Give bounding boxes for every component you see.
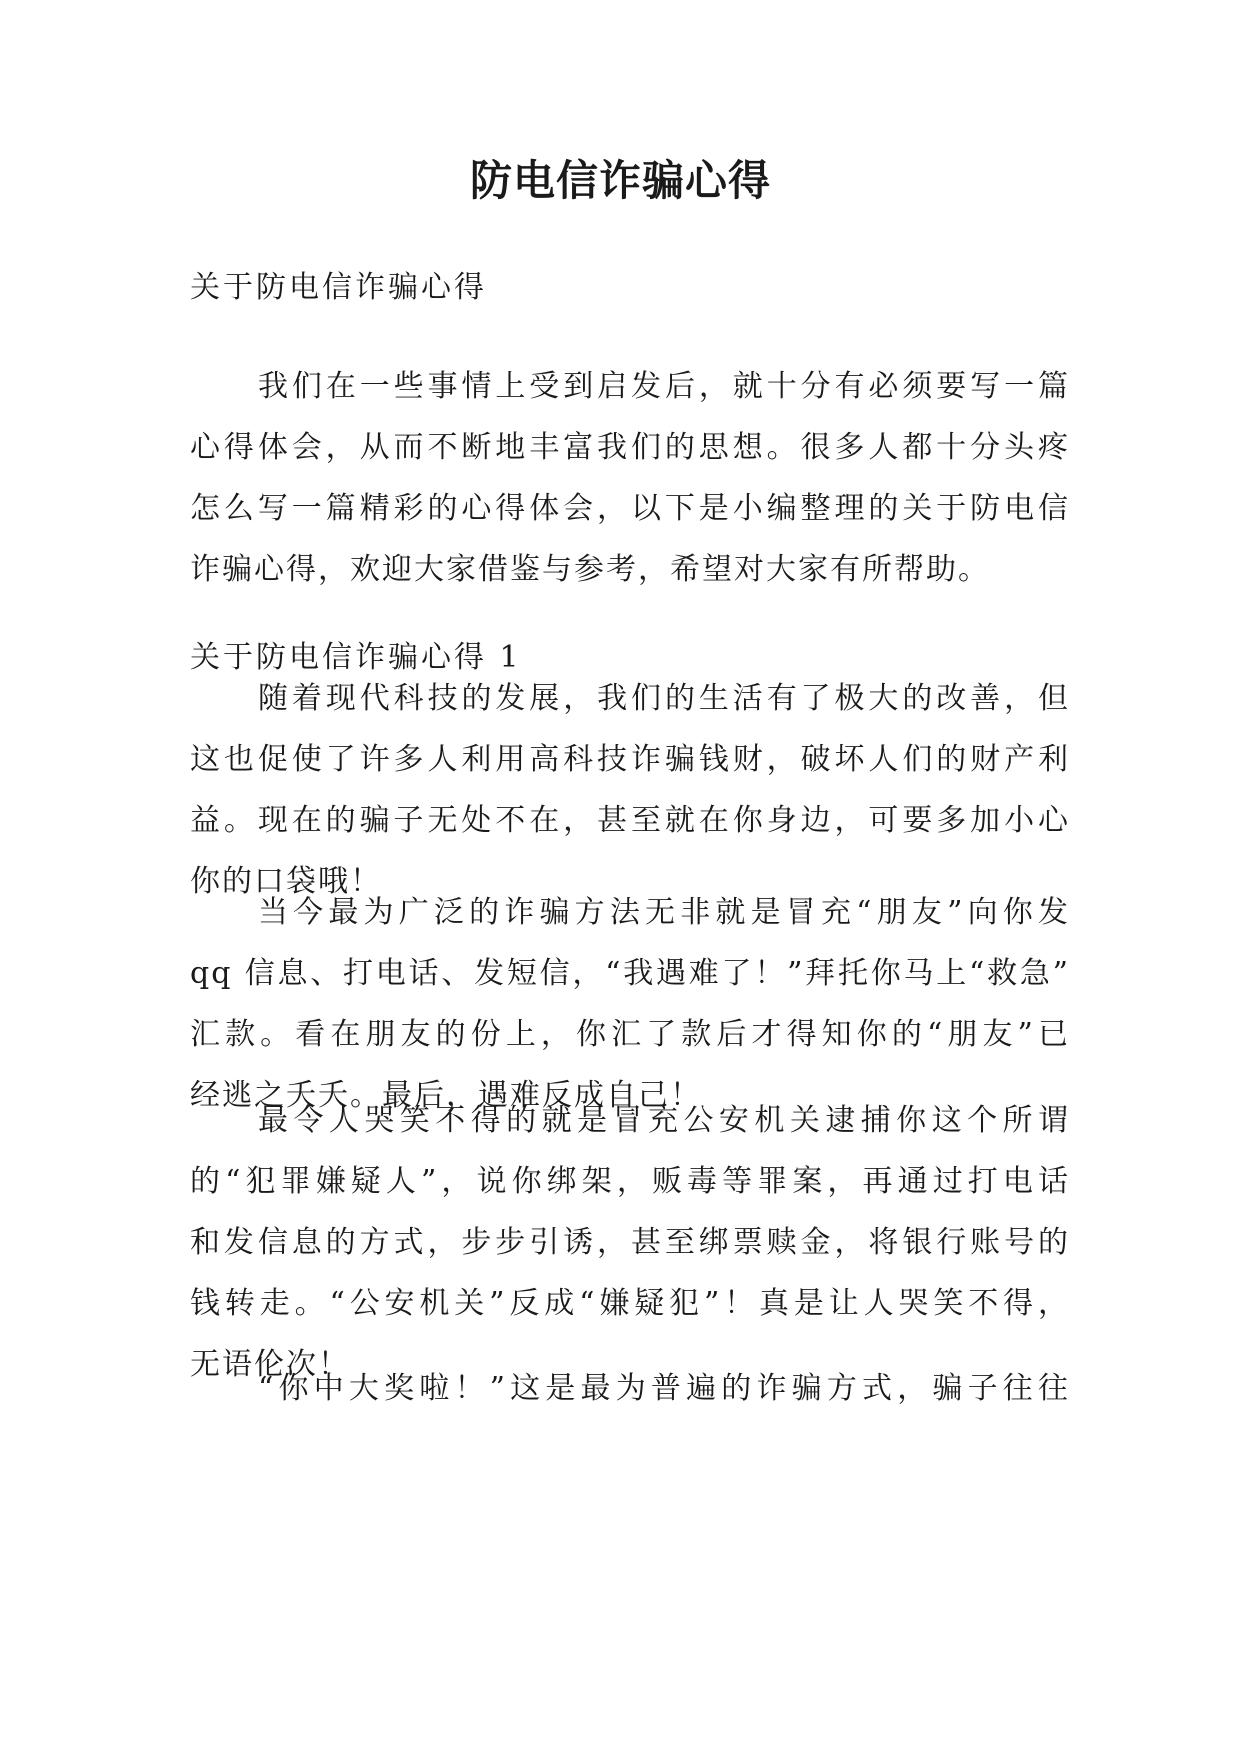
- paragraph-line: 的“犯罪嫌疑人”，说你绑架，贩毒等罪案，再通过打电话: [190, 1164, 1070, 1199]
- paragraph-line: 最令人哭笑不得的就是冒充公安机关逮捕你这个所谓: [258, 1103, 1070, 1138]
- document-title: 防电信诈骗心得: [469, 156, 771, 205]
- paragraph-line: 益。现在的骗子无处不在，甚至就在你身边，可要多加小心: [190, 803, 1070, 838]
- paragraph-line: 经逃之夭夭。最后，遇难反成自己！: [190, 1078, 702, 1113]
- section-heading: 关于防电信诈骗心得 1: [190, 640, 522, 675]
- paragraph-line: 心得体会，从而不断地丰富我们的思想。很多人都十分头疼: [190, 430, 1070, 465]
- paragraph-line: 无语伦次！: [190, 1347, 350, 1382]
- paragraph-line: 诈骗心得，欢迎大家借鉴与参考，希望对大家有所帮助。: [190, 552, 990, 587]
- paragraph-line: “你中大奖啦！”这是最为普遍的诈骗方式，骗子往往: [258, 1371, 1070, 1406]
- paragraph-line: 汇款。看在朋友的份上，你汇了款后才得知你的“朋友”已: [190, 1017, 1070, 1052]
- section1-paragraph-4: [190, 1358, 1070, 1419]
- document-subtitle: 关于防电信诈骗心得: [190, 270, 487, 305]
- paragraph-line: 当今最为广泛的诈骗方法无非就是冒充“朋友”向你发: [258, 895, 1070, 930]
- paragraph-line: 钱转走。“公安机关”反成“嫌疑犯”！真是让人哭笑不得，: [190, 1286, 1070, 1321]
- paragraph-line: 随着现代科技的发展，我们的生活有了极大的改善，但: [258, 681, 1070, 716]
- paragraph-line: 我们在一些事情上受到启发后，就十分有必须要写一篇: [258, 369, 1070, 404]
- intro-paragraph: [190, 356, 1070, 600]
- paragraph-line: 这也促使了许多人利用高科技诈骗钱财，破坏人们的财产利: [190, 742, 1070, 777]
- paragraph-line: 你的口袋哦！: [190, 864, 382, 899]
- paragraph-line: 和发信息的方式，步步引诱，甚至绑票赎金，将银行账号的: [190, 1225, 1070, 1260]
- section1-paragraph-3: [190, 1090, 1070, 1395]
- paragraph-line: 怎么写一篇精彩的心得体会，以下是小编整理的关于防电信: [190, 491, 1070, 526]
- section1-paragraph-1: [190, 668, 1070, 912]
- paragraph-line: qq 信息、打电话、发短信，“我遇难了！”拜托你马上“救急”: [190, 956, 1070, 991]
